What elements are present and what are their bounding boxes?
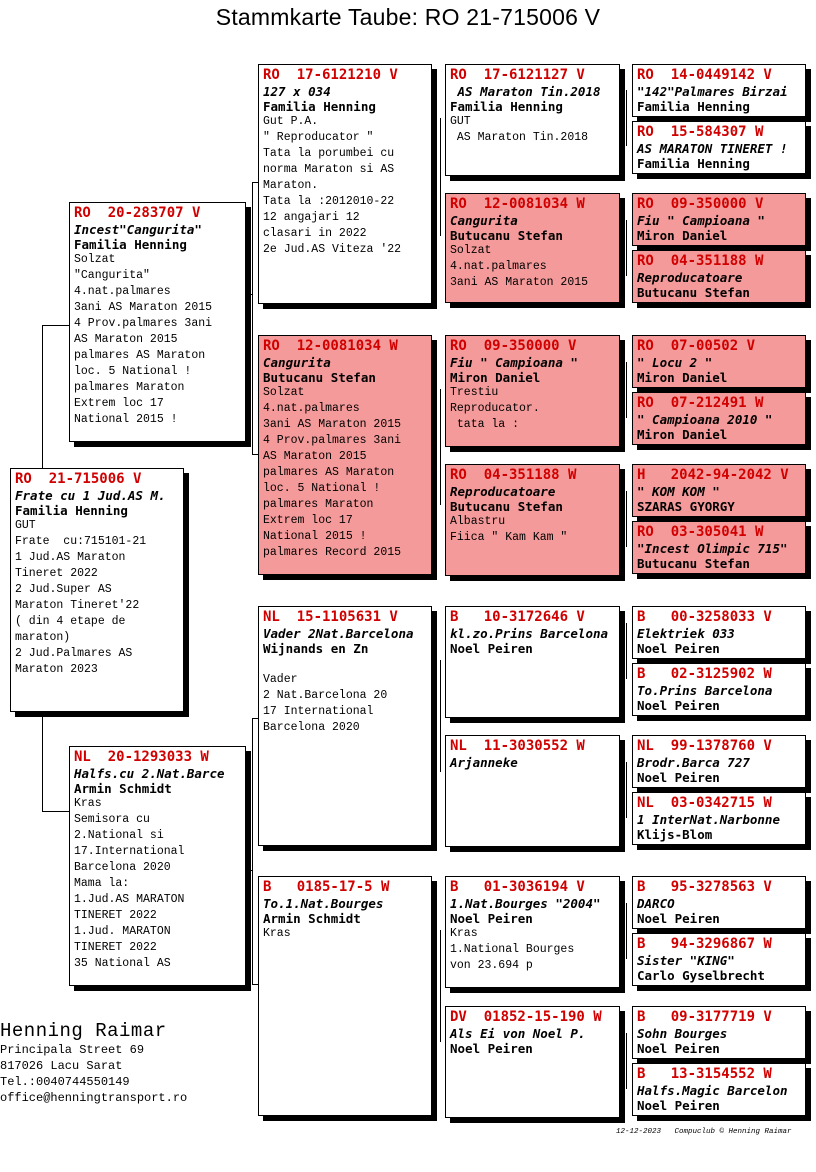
- pigeon-name: " Campioana 2010 ": [637, 412, 773, 427]
- pigeon-card-great-grandparent[interactable]: [445, 876, 620, 988]
- pigeon-owner: Familia Henning: [74, 237, 187, 252]
- pigeon-card-great-grandparent[interactable]: [445, 606, 620, 718]
- pigeon-info: Vader 2 Nat.Barcelona 20 17 International Barcelona 2020: [263, 673, 388, 734]
- ring-number: B 02-3125902 W: [637, 666, 772, 682]
- pigeon-name: DARCO: [637, 896, 675, 911]
- ring-number: RO 14-0449142 V: [637, 67, 772, 83]
- pigeon-card-gen4[interactable]: [632, 250, 806, 303]
- pigeon-owner: Butucanu Stefan: [450, 499, 563, 514]
- pigeon-owner: Carlo Gyselbrecht: [637, 968, 765, 983]
- connector-line: [626, 762, 627, 818]
- connector-line: [440, 930, 441, 1042]
- pigeon-owner: Butucanu Stefan: [637, 285, 750, 300]
- pigeon-owner: Familia Henning: [637, 156, 750, 171]
- pigeon-info: Kras 1.National Bourges von 23.694 p: [450, 927, 575, 972]
- pigeon-card-gen4[interactable]: [632, 392, 806, 445]
- connector-line: [440, 118, 441, 236]
- pigeon-card-great-grandparent[interactable]: [445, 193, 620, 303]
- pigeon-owner: Familia Henning: [15, 503, 128, 518]
- footer: [616, 1128, 792, 1136]
- pigeon-owner: Familia Henning: [263, 99, 376, 114]
- ring-number: RO 21-715006 V: [15, 471, 142, 487]
- pigeon-card-great-grandparent[interactable]: [445, 464, 620, 576]
- footer-credit: Compuclub © Henning Raimar: [674, 1128, 792, 1136]
- connector-line: [626, 491, 627, 547]
- pigeon-name: Frate cu 1 Jud.AS M.: [15, 488, 166, 503]
- ring-number: RO 12-0081034 W: [263, 338, 398, 354]
- ring-number: RO 09-350000 V: [450, 338, 577, 354]
- connector-line: [626, 623, 627, 679]
- connector-line: [42, 325, 69, 326]
- pigeon-owner: Miron Daniel: [637, 370, 728, 385]
- pigeon-owner: Noel Peiren: [450, 641, 533, 656]
- breeder-city: 817026 Lacu Sarat: [0, 1059, 123, 1073]
- pigeon-card-gen4[interactable]: [632, 606, 806, 659]
- pigeon-name: Als Ei von Noel P.: [450, 1026, 586, 1041]
- connector-line: [626, 903, 627, 959]
- connector-line: [626, 90, 627, 146]
- pigeon-info: Gut P.A. " Reproducator " Tata la porumbei cu norma Maraton si AS Maraton. Tata la :2012010-22 12 angajari 12 clasari in 2022 2e Jud.AS Viteza '22: [263, 115, 402, 256]
- pigeon-owner: Noel Peiren: [637, 641, 720, 656]
- pigeon-owner: Armin Schmidt: [74, 781, 172, 796]
- pigeon-owner: Noel Peiren: [637, 911, 720, 926]
- pigeon-owner: Noel Peiren: [637, 1098, 720, 1113]
- ring-number: RO 07-00502 V: [637, 338, 756, 354]
- connector-line: [246, 294, 253, 295]
- pigeon-card-subject[interactable]: [10, 468, 184, 712]
- connector-line: [626, 1033, 627, 1089]
- pigeon-name: To.Prins Barcelona: [637, 683, 773, 698]
- pigeon-name: AS MARATON TINERET !: [637, 141, 788, 156]
- pigeon-name: Halfs.Magic Barcelon: [637, 1083, 788, 1098]
- pigeon-card-gen4[interactable]: [632, 933, 806, 986]
- ring-number: B 01-3036194 V: [450, 879, 585, 895]
- ring-number: NL 20-1293033 W: [74, 749, 209, 765]
- connector-line: [42, 811, 69, 812]
- pigeon-name: Halfs.cu 2.Nat.Barce: [74, 766, 225, 781]
- pigeon-info: Solzat 4.nat.palmares 3ani AS Maraton 2015 4 Prov.palmares 3ani AS Maraton 2015 palmares AS Maraton loc. 5 National ! palmares Maraton Extrem loc 17 National 2015 ! palmares Record 2015: [263, 386, 402, 559]
- connector-line: [252, 718, 253, 984]
- pigeon-card-great-grandparent[interactable]: [445, 735, 620, 847]
- pigeon-name: Fiu " Campioana ": [450, 355, 578, 370]
- connector-line: [42, 325, 43, 468]
- ring-number: B 0185-17-5 W: [263, 879, 390, 895]
- pigeon-info: Kras: [263, 927, 291, 940]
- pigeon-name: Sister "KING": [637, 953, 735, 968]
- ring-number: RO 17-6121210 V: [263, 67, 398, 83]
- pigeon-name: Brodr.Barca 727: [637, 755, 750, 770]
- connector-line: [252, 182, 253, 454]
- pigeon-info: Trestiu Reproducator. tata la :: [450, 386, 540, 431]
- pigeon-card-gen4[interactable]: [632, 64, 806, 117]
- footer-date: 12-12-2023: [616, 1128, 662, 1136]
- breeder-contact: [0, 1020, 187, 1106]
- pigeon-name: "142"Palmares Birzai: [637, 84, 788, 99]
- pigeon-card-gen4[interactable]: [632, 121, 806, 174]
- ring-number: RO 20-283707 V: [74, 205, 201, 221]
- pigeon-name: 1 InterNat.Narbonne: [637, 812, 780, 827]
- ring-number: B 10-3172646 V: [450, 609, 585, 625]
- pigeon-owner: Noel Peiren: [450, 911, 533, 926]
- breeder-phone: Tel.:0040744550149: [0, 1075, 130, 1089]
- pigeon-owner: Miron Daniel: [450, 370, 541, 385]
- pigeon-name: Cangurita: [263, 355, 331, 370]
- pigeon-owner: Familia Henning: [637, 99, 750, 114]
- connector-line: [440, 660, 441, 772]
- pigeon-name: Arjanneke: [450, 755, 518, 770]
- pigeon-owner: SZARAS GYORGY: [637, 499, 735, 514]
- pigeon-name: 127 x 034: [263, 84, 331, 99]
- connector-line: [246, 870, 253, 871]
- pigeon-info: Kras Semisora cu 2.National si 17.International Barcelona 2020 Mama la: 1.Jud.AS MARATON TINERET 2022 1.Jud. MARATON TINERET 2022 35 National AS: [74, 797, 185, 970]
- pigeon-name: " Locu 2 ": [637, 355, 713, 370]
- pigeon-owner: Noel Peiren: [637, 698, 720, 713]
- connector-line: [626, 362, 627, 418]
- pigeon-name: kl.zo.Prins Barcelona: [450, 626, 609, 641]
- pigeon-card-gen4[interactable]: [632, 521, 806, 574]
- pigeon-card-great-grandparent[interactable]: [445, 64, 620, 176]
- pigeon-owner: Familia Henning: [450, 99, 563, 114]
- ring-number: B 94-3296867 W: [637, 936, 772, 952]
- pigeon-name: 1.Nat.Bourges "2004": [450, 896, 601, 911]
- ring-number: B 95-3278563 V: [637, 879, 772, 895]
- ring-number: RO 03-305041 W: [637, 524, 764, 540]
- pigeon-name: Reproducatoare: [450, 484, 556, 499]
- ring-number: B 00-3258033 V: [637, 609, 772, 625]
- pigeon-owner: Noel Peiren: [637, 1041, 720, 1056]
- pigeon-owner: Miron Daniel: [637, 228, 728, 243]
- breeder-name: Henning Raimar: [0, 1020, 167, 1042]
- pigeon-card-gen4[interactable]: [632, 335, 806, 388]
- pigeon-owner: Butucanu Stefan: [263, 370, 376, 385]
- ring-number: RO 04-351188 W: [450, 467, 577, 483]
- pigeon-owner: Butucanu Stefan: [450, 228, 563, 243]
- pigeon-card-gen4[interactable]: [632, 464, 806, 517]
- ring-number: NL 11-3030552 W: [450, 738, 585, 754]
- pigeon-name: " KOM KOM ": [637, 484, 720, 499]
- pigeon-owner: Butucanu Stefan: [637, 556, 750, 571]
- pigeon-name: Sohn Bourges: [637, 1026, 728, 1041]
- breeder-email[interactable]: office@henningtransport.ro: [0, 1091, 188, 1105]
- ring-number: H 2042-94-2042 V: [637, 467, 789, 483]
- pigeon-card-dam[interactable]: [69, 746, 246, 986]
- ring-number: NL 99-1378760 V: [637, 738, 772, 754]
- pigeon-card-gen4[interactable]: [632, 735, 806, 788]
- pigeon-info: GUT Frate cu:715101-21 1 Jud.AS Maraton Tineret 2022 2 Jud.Super AS Maraton Tineret'22 ( din 4 etape de maraton) 2 Jud.Palmares AS Maraton 2023: [15, 519, 147, 676]
- pigeon-name: Reproducatoare: [637, 270, 743, 285]
- ring-number: NL 03-0342715 W: [637, 795, 772, 811]
- pigeon-owner: Klijs-Blom: [637, 827, 713, 842]
- pigeon-name: Fiu " Campioana ": [637, 213, 765, 228]
- pigeon-owner: Wijnands en Zn: [263, 641, 369, 656]
- pigeon-card-grandparent[interactable]: [258, 335, 432, 575]
- pigeon-card-gen4[interactable]: [632, 792, 806, 845]
- pigeon-name: Cangurita: [450, 213, 518, 228]
- pigeon-info: Solzat "Cangurita" 4.nat.palmares 3ani AS Maraton 2015 4 Prov.palmares 3ani AS Maraton 2015 palmares AS Maraton loc. 5 National ! palmares Maraton Extrem loc 17 National 2015 !: [74, 253, 213, 426]
- ring-number: RO 15-584307 W: [637, 124, 764, 140]
- pigeon-info: Albastru Fiica " Kam Kam ": [450, 515, 568, 544]
- pigeon-card-grandparent[interactable]: [258, 64, 432, 304]
- connector-line: [42, 712, 43, 812]
- pigeon-card-gen4[interactable]: [632, 663, 806, 716]
- breeder-street: Principala Street 69: [0, 1043, 145, 1057]
- page-title: Stammkarte Taube: RO 21-715006 V: [215, 4, 601, 30]
- pigeon-card-grandparent[interactable]: [258, 876, 432, 1116]
- ring-number: RO 09-350000 V: [637, 196, 764, 212]
- pigeon-name: "Incest Olimpic 715": [637, 541, 788, 556]
- pigeon-card-gen4[interactable]: [632, 193, 806, 246]
- pigeon-card-great-grandparent[interactable]: [445, 1006, 620, 1118]
- ring-number: RO 07-212491 W: [637, 395, 764, 411]
- ring-number: B 13-3154552 W: [637, 1066, 772, 1082]
- pigeon-owner: Miron Daniel: [637, 427, 728, 442]
- pigeon-name: To.1.Nat.Bourges: [263, 896, 384, 911]
- ring-number: B 09-3177719 V: [637, 1009, 772, 1025]
- pigeon-card-great-grandparent[interactable]: [445, 335, 620, 447]
- ring-number: NL 15-1105631 V: [263, 609, 398, 625]
- pigeon-name: Incest"Cangurita": [74, 222, 202, 237]
- connector-line: [626, 220, 627, 276]
- pigeon-name: Elektriek 033: [637, 626, 735, 641]
- connector-line: [440, 389, 441, 505]
- pigeon-card-gen4[interactable]: [632, 876, 806, 929]
- pigeon-card-gen4[interactable]: [632, 1063, 806, 1116]
- pigeon-owner: Armin Schmidt: [263, 911, 361, 926]
- pigeon-owner: Noel Peiren: [637, 770, 720, 785]
- pigeon-card-gen4[interactable]: [632, 1006, 806, 1059]
- ring-number: RO 17-6121127 V: [450, 67, 585, 83]
- pigeon-card-sire[interactable]: [69, 202, 246, 442]
- pigeon-info: GUT AS Maraton Tin.2018: [450, 115, 589, 144]
- pigeon-card-grandparent[interactable]: [258, 606, 432, 846]
- pigeon-owner: Noel Peiren: [450, 1041, 533, 1056]
- pigeon-name: Vader 2Nat.Barcelona: [263, 626, 414, 641]
- ring-number: RO 12-0081034 W: [450, 196, 585, 212]
- pigeon-info: Solzat 4.nat.palmares 3ani AS Maraton 2015: [450, 244, 589, 289]
- ring-number: RO 04-351188 W: [637, 253, 764, 269]
- ring-number: DV 01852-15-190 W: [450, 1009, 602, 1025]
- pigeon-name: AS Maraton Tin.2018: [450, 84, 601, 99]
